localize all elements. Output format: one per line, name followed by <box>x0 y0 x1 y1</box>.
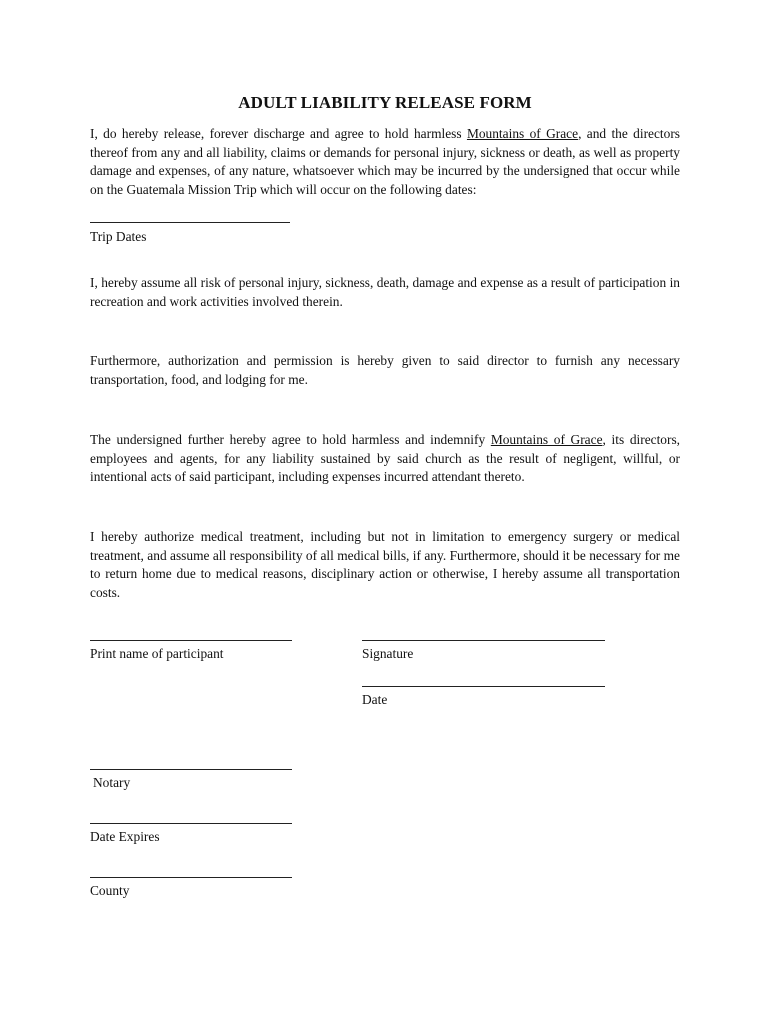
county-label: County <box>90 883 130 898</box>
medical-treatment-paragraph: I hereby authorize medical treatment, including but not in limitation to emergency surgery or medical treatment, and assume all responsibility of all medical bills, if any. Furthermore, should it be necessary for me to return home due to medical reasons, disciplinary action or otherwise, I hereby assume all transportation costs. <box>90 529 680 600</box>
authorization-paragraph: Furthermore, authorization and permission is hereby given to said director to furnish any necessary transportation, food, and lodging for me. <box>90 353 680 387</box>
release-text-start: I, do hereby release, forever discharge and agree to hold harmless <box>90 126 467 141</box>
assume-risk-paragraph: I, hereby assume all risk of personal injury, sickness, death, damage and expense as a result of participation in recreation and work activities involved therein. <box>90 275 680 309</box>
trip-dates-label: Trip Dates <box>90 229 147 244</box>
date-line[interactable] <box>362 686 605 687</box>
county-line[interactable] <box>90 877 292 878</box>
organization-name: Mountains of Grace <box>490 432 603 447</box>
notary-label: Notary <box>93 775 131 790</box>
indemnify-text-end: , its directors, employees and agents, for any liability sustained by said church as the result of negligent, willful, or intentional acts of said participant, including expenses incurred attendant thereto. <box>90 432 681 485</box>
trip-dates-line[interactable] <box>90 222 290 223</box>
indemnify-paragraph <box>90 431 680 487</box>
organization-name: Mountains of Grace <box>466 126 579 141</box>
print-name-line[interactable] <box>90 640 292 641</box>
date-expires-line[interactable] <box>90 823 292 824</box>
form-title: ADULT LIABILITY RELEASE FORM <box>238 93 532 112</box>
indemnify-text-start: The undersigned further hereby agree to hold harmless and indemnify <box>90 432 491 447</box>
notary-line[interactable] <box>90 769 292 770</box>
signature-label: Signature <box>362 646 414 661</box>
date-label: Date <box>362 692 388 707</box>
release-text-end: , and the directors thereof from any and all liability, claims or demands for personal injury, sickness or death, as well as property damage and expenses, of any nature, whatsoever which may be incurred by the undersigned that occur while on the Guatemala Mission Trip which will occur on the following dates: <box>90 126 681 197</box>
release-paragraph <box>90 125 680 199</box>
date-expires-label: Date Expires <box>90 829 160 844</box>
signature-line[interactable] <box>362 640 605 641</box>
print-name-label: Print name of participant <box>90 646 224 661</box>
